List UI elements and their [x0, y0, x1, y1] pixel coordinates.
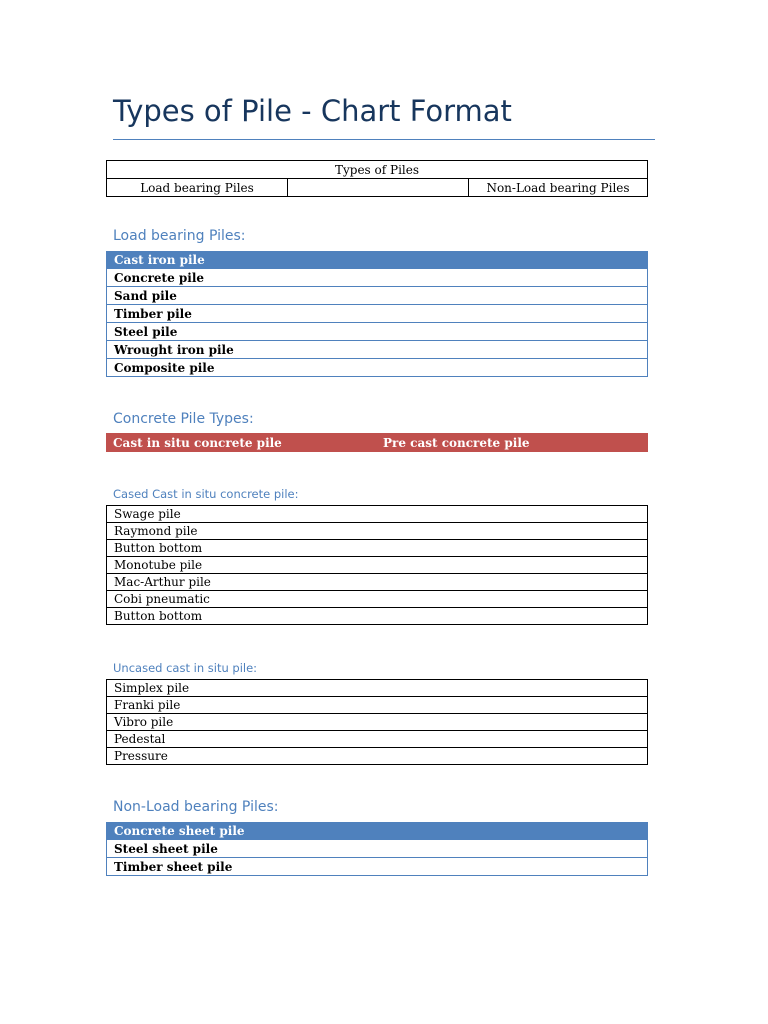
list-item: Raymond pile — [107, 523, 648, 540]
load-bearing-cell: Load bearing Piles — [107, 179, 288, 197]
list-item: Mac-Arthur pile — [107, 574, 648, 591]
cased-pile-table — [106, 505, 648, 625]
table-row — [107, 506, 648, 523]
list-item: Timber sheet pile — [107, 858, 648, 876]
concrete-pile-types-heading: Concrete Pile Types: — [113, 411, 254, 427]
load-bearing-heading: Load bearing Piles: — [113, 228, 246, 244]
list-item: Sand pile — [107, 287, 648, 305]
empty-middle-cell — [288, 179, 469, 197]
page-title: Types of Pile - Chart Format — [113, 94, 512, 128]
list-item: Simplex pile — [107, 680, 648, 697]
list-item: Steel pile — [107, 323, 648, 341]
list-item: Button bottom — [107, 608, 648, 625]
table-row — [107, 523, 648, 540]
load-bearing-table — [106, 251, 648, 377]
table-row — [107, 608, 648, 625]
list-item: Cast iron pile — [107, 251, 648, 269]
list-item: Pedestal — [107, 731, 648, 748]
list-item: Cast in situ concrete pile — [106, 433, 377, 452]
list-item: Concrete sheet pile — [107, 822, 648, 840]
cased-heading: Cased Cast in situ concrete pile: — [113, 487, 299, 501]
table-row — [107, 359, 648, 377]
list-item: Pressure — [107, 748, 648, 765]
table-row — [107, 557, 648, 574]
list-item: Wrought iron pile — [107, 341, 648, 359]
types-category-row — [107, 179, 648, 197]
table-row — [107, 341, 648, 359]
non-load-bearing-cell: Non-Load bearing Piles — [469, 179, 648, 197]
list-item: Composite pile — [107, 359, 648, 377]
table-row — [107, 287, 648, 305]
table-row — [107, 305, 648, 323]
list-item: Timber pile — [107, 305, 648, 323]
table-row — [107, 591, 648, 608]
non-load-bearing-heading: Non-Load bearing Piles: — [113, 799, 279, 815]
list-item: Swage pile — [107, 506, 648, 523]
types-header-cell: Types of Piles — [107, 161, 648, 179]
table-row — [107, 574, 648, 591]
table-row — [107, 680, 648, 697]
table-row — [107, 697, 648, 714]
list-item: Concrete pile — [107, 269, 648, 287]
list-item: Monotube pile — [107, 557, 648, 574]
uncased-heading: Uncased cast in situ pile: — [113, 661, 258, 675]
table-row — [107, 269, 648, 287]
table-row — [107, 251, 648, 269]
concrete-pile-types-table — [106, 433, 648, 452]
list-item: Vibro pile — [107, 714, 648, 731]
table-row — [107, 858, 648, 876]
table-row — [107, 822, 648, 840]
table-row — [107, 714, 648, 731]
uncased-pile-table — [106, 679, 648, 765]
types-of-piles-table — [106, 160, 648, 197]
list-item: Steel sheet pile — [107, 840, 648, 858]
table-row — [106, 433, 648, 452]
list-item: Franki pile — [107, 697, 648, 714]
title-underline — [113, 139, 655, 140]
table-row — [107, 748, 648, 765]
table-row — [107, 540, 648, 557]
non-load-bearing-table — [106, 822, 648, 876]
table-row — [107, 840, 648, 858]
table-row — [107, 731, 648, 748]
types-header-row — [107, 161, 648, 179]
list-item: Pre cast concrete pile — [377, 433, 648, 452]
table-row — [107, 323, 648, 341]
list-item: Cobi pneumatic — [107, 591, 648, 608]
list-item: Button bottom — [107, 540, 648, 557]
